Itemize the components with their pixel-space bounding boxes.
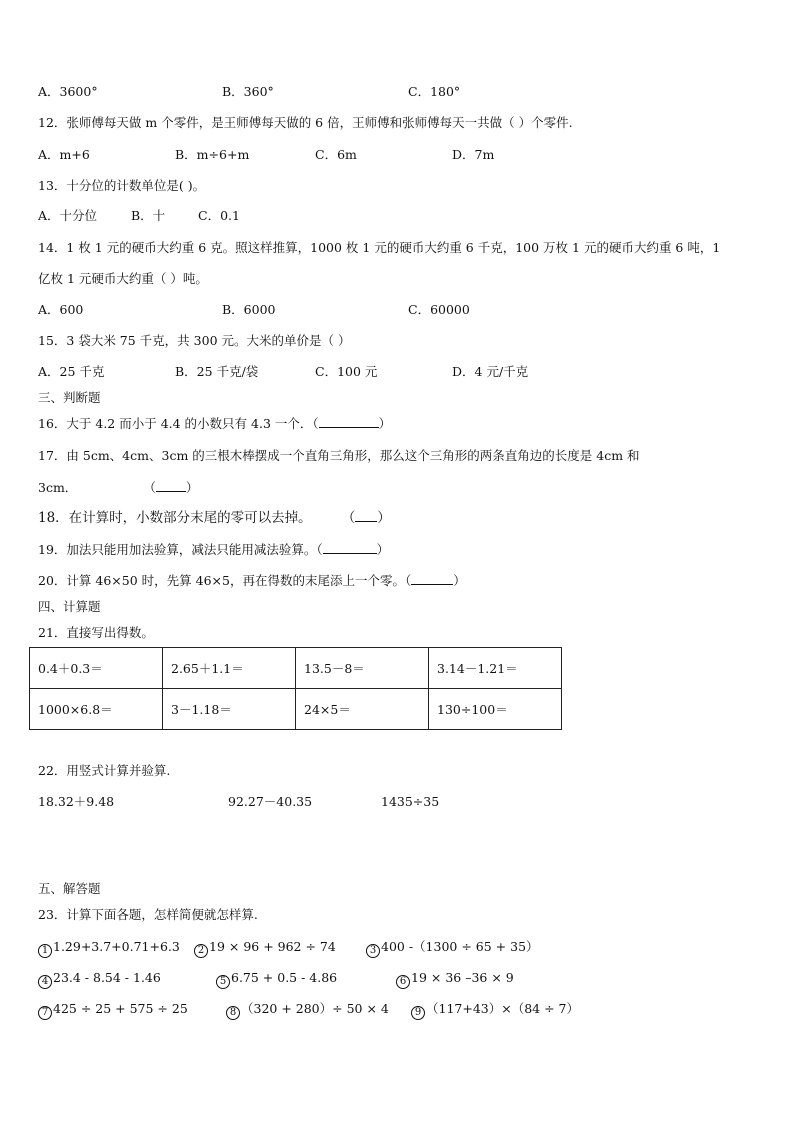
q17-answer-blank[interactable] — [156, 480, 186, 492]
q17-stem-end: 3cm． — [38, 480, 78, 495]
q20-text: 20．计算 46×50 时，先算 46×5，再在得数的末尾添上一个零。（ ） — [38, 573, 466, 588]
q15-option-c: C．100 元 — [315, 364, 378, 379]
q12-option-d: D．7m — [452, 147, 495, 162]
q14-option-a: A．600 — [38, 302, 84, 317]
q23-item-1 — [38, 939, 180, 958]
q18-stem: 18．在计算时，小数部分末尾的零可以去掉。 — [38, 510, 312, 526]
q16-answer-blank[interactable] — [319, 416, 379, 428]
q18-text: 18．在计算时，小数部分末尾的零可以去掉。 （ ） — [38, 510, 391, 526]
circled-number-icon: 5 — [216, 975, 230, 989]
q23-expr: 19 × 96 + 962 ÷ 74 — [209, 939, 336, 954]
q13-option-c: C．0.1 — [198, 208, 240, 223]
table-cell: 130÷100＝ — [429, 689, 562, 730]
q19-stem: 19．加法只能用加法验算，减法只能用减法验算。（ — [38, 542, 323, 557]
q23-item-3 — [366, 939, 539, 958]
q16-close-paren: ） — [378, 416, 392, 431]
q22-item-1: 18.32＋9.48 — [38, 794, 115, 809]
q21-calc-table — [29, 647, 562, 730]
q14-option-b: B．6000 — [222, 302, 276, 317]
table-cell: 13.5－8＝ — [296, 648, 429, 689]
q12-option-b: B．m÷6+m — [175, 147, 250, 162]
q23-item-4 — [38, 970, 161, 989]
q23-text: 23．计算下面各题，怎样简便就怎样算. — [38, 907, 258, 922]
q23-expr: 6.75 + 0.5 - 4.86 — [231, 970, 338, 985]
q23-item-9 — [411, 1001, 579, 1020]
q19-text: 19．加法只能用加法验算，减法只能用减法验算。（ ） — [38, 542, 390, 557]
q23-item-7 — [38, 1001, 188, 1020]
table-row — [30, 648, 562, 689]
q15-option-a: A．25 千克 — [38, 364, 105, 379]
q19-answer-blank[interactable] — [323, 542, 377, 554]
table-cell: 3－1.18＝ — [163, 689, 296, 730]
circled-number-icon: 3 — [366, 944, 380, 958]
table-cell: 3.14－1.21＝ — [429, 648, 562, 689]
q14-text-line1: 14．1 枚 1 元的硬币大约重 6 克。照这样推算，1000 枚 1 元的硬币大约重 6 千克，100 万枚 1 元的硬币大约重 6 吨，1 — [38, 240, 721, 255]
q17-open-paren: （ — [143, 480, 156, 495]
q13-option-a: A．十分位 — [38, 208, 98, 223]
q22-item-3: 1435÷35 — [381, 794, 440, 809]
q15-option-d: D．4 元/千克 — [452, 364, 529, 379]
q17-text-line1: 17．由 5cm、4cm、3cm 的三根木棒摆成一个直角三角形，那么这个三角形的两条直角边的长度是 4cm 和 — [38, 448, 640, 463]
q18-answer-blank[interactable] — [355, 510, 377, 522]
q23-item-6 — [396, 970, 514, 989]
q12-option-c: C．6m — [315, 147, 357, 162]
q23-expr: （117+43）×（84 ÷ 7） — [426, 1001, 579, 1016]
section-3-heading: 三、判断题 — [38, 390, 101, 405]
circled-number-icon: 2 — [194, 944, 208, 958]
q20-answer-blank[interactable] — [411, 573, 453, 585]
q14-option-c: C．60000 — [408, 302, 470, 317]
q22-text: 22．用竖式计算并验算. — [38, 763, 171, 778]
q23-expr: 23.4 - 8.54 - 1.46 — [53, 970, 161, 985]
q17-text-line2 — [38, 480, 198, 496]
q11-option-a: A．3600° — [38, 84, 98, 99]
circled-number-icon: 4 — [38, 975, 52, 989]
q14-text-line2: 亿枚 1 元硬币大约重（ ）吨。 — [38, 271, 208, 286]
q11-option-b: B．360° — [222, 84, 274, 99]
circled-number-icon: 8 — [226, 1006, 240, 1020]
circled-number-icon: 9 — [411, 1006, 425, 1020]
q11-option-c: C．180° — [408, 84, 461, 99]
q13-text: 13．十分位的计数单位是( )。 — [38, 178, 206, 193]
q23-item-2 — [194, 939, 336, 958]
circled-number-icon: 6 — [396, 975, 410, 989]
q23-item-5 — [216, 970, 337, 989]
q17-close-paren: ） — [185, 480, 199, 495]
table-cell: 1000×6.8＝ — [30, 689, 163, 730]
table-cell: 24×5＝ — [296, 689, 429, 730]
section-4-heading: 四、计算题 — [38, 599, 101, 614]
q15-text: 15．3 袋大米 75 千克，共 300 元。大米的单价是（ ） — [38, 333, 351, 348]
q21-text: 21．直接写出得数。 — [38, 625, 154, 640]
table-row — [30, 689, 562, 730]
q15-option-b: B．25 千克/袋 — [175, 364, 259, 379]
q16-text — [38, 416, 391, 432]
q23-item-8 — [226, 1001, 389, 1020]
q23-expr: （320 + 280）÷ 50 × 4 — [241, 1001, 389, 1016]
circled-number-icon: 1 — [38, 944, 52, 958]
table-cell: 0.4＋0.3＝ — [30, 648, 163, 689]
q12-text: 12．张师傅每天做 m 个零件，是王师傅每天做的 6 倍，王师傅和张师傅每天一共做（ ）个零件. — [38, 115, 573, 130]
circled-number-icon: 7 — [38, 1006, 52, 1020]
q16-stem: 16．大于 4.2 而小于 4.4 的小数只有 4.3 一个．（ — [38, 416, 319, 431]
section-5-heading: 五、解答题 — [38, 881, 101, 896]
q23-expr: 425 ÷ 25 + 575 ÷ 25 — [53, 1001, 188, 1016]
q12-option-a: A．m+6 — [38, 147, 90, 162]
q20-stem: 20．计算 46×50 时，先算 46×5，再在得数的末尾添上一个零。（ — [38, 573, 412, 588]
q23-expr: 19 × 36 –36 × 9 — [411, 970, 514, 985]
q23-expr: 1.29+3.7+0.71+6.3 — [53, 939, 180, 954]
q23-expr: 400 -（1300 ÷ 65 + 35） — [381, 939, 539, 954]
q22-item-2: 92.27－40.35 — [228, 794, 313, 809]
table-cell: 2.65＋1.1＝ — [163, 648, 296, 689]
q13-option-b: B．十 — [131, 208, 166, 223]
